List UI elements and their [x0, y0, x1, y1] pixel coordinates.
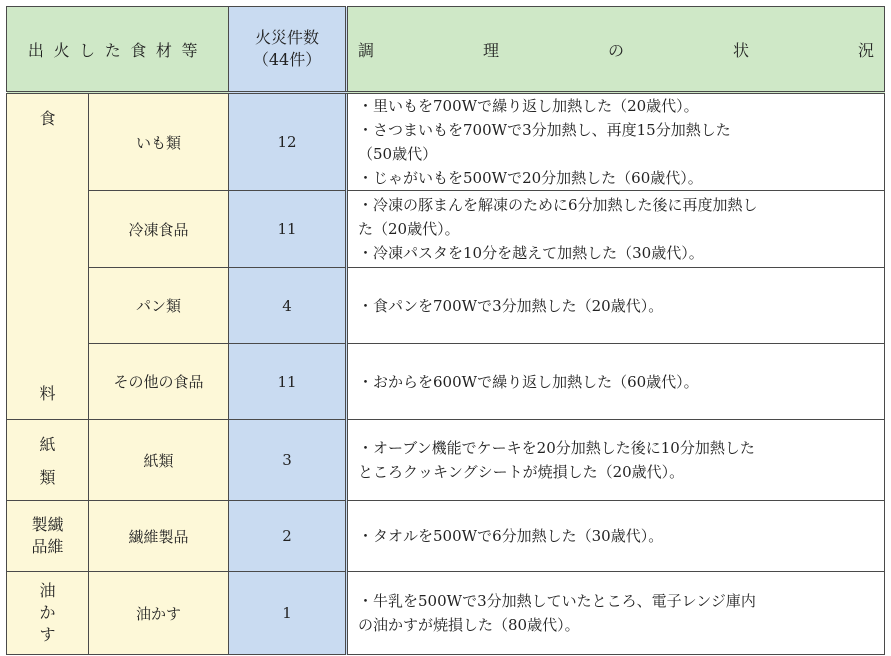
header-count	[229, 7, 347, 93]
table-row	[7, 501, 885, 572]
table-row	[7, 93, 885, 191]
category-char: 紙	[39, 435, 56, 454]
header-desc-char: 調	[358, 40, 375, 60]
desc-cell	[347, 344, 885, 420]
count-cell: 4	[229, 268, 347, 344]
category-char: 油	[39, 581, 56, 600]
desc-line: ・じゃがいもを500Wで20分加熱した（60歳代）。	[358, 169, 703, 187]
header-desc-char: の	[607, 40, 624, 60]
category-char: 類	[39, 468, 56, 487]
desc-line: ・タオルを500Wで6分加熱した（30歳代）。	[358, 527, 664, 545]
desc-line: ・おからを600Wで繰り返し加熱した（60歳代）。	[358, 372, 699, 391]
desc-line: ・冷凍の豚まんを解凍のために6分加熱した後に再度加熱し	[358, 196, 758, 214]
header-desc-char: 理	[483, 40, 500, 60]
desc-cell	[347, 501, 885, 572]
category-char: 製繊	[31, 515, 64, 534]
count-cell: 11	[229, 344, 347, 420]
table-row	[7, 572, 885, 655]
item-cell: いも類	[89, 93, 229, 191]
desc-cell	[347, 93, 885, 191]
desc-line: ・牛乳を500Wで3分加熱していたところ、電子レンジ庫内	[358, 592, 756, 610]
item-cell: パン類	[89, 268, 229, 344]
count-cell: 1	[229, 572, 347, 655]
item-cell: 油かす	[89, 572, 229, 655]
count-cell: 11	[229, 191, 347, 268]
header-desc	[347, 7, 885, 93]
desc-cell	[347, 420, 885, 501]
count-cell: 12	[229, 93, 347, 191]
desc-line: ・里いもを700Wで繰り返し加熱した（20歳代）。	[358, 97, 699, 115]
category-char: す	[39, 625, 56, 644]
category-oil-residue	[7, 572, 89, 655]
header-row	[7, 7, 885, 93]
desc-cell	[347, 191, 885, 268]
table-row	[7, 191, 885, 268]
category-char: 料	[39, 384, 56, 403]
header-desc-char: 状	[732, 40, 749, 60]
table-row	[7, 268, 885, 344]
header-count-label: 火災件数	[255, 28, 320, 47]
item-cell: 冷凍食品	[89, 191, 229, 268]
desc-line: た（20歳代）。	[358, 220, 460, 238]
category-char: か	[39, 603, 56, 622]
category-paper	[7, 420, 89, 501]
fire-cases-table	[6, 6, 885, 655]
item-cell: 紙類	[89, 420, 229, 501]
category-char: 食	[39, 109, 56, 128]
desc-line: の油かすが焼損した（80歳代）。	[358, 616, 580, 634]
header-count-total: （44件）	[252, 50, 322, 69]
desc-cell	[347, 268, 885, 344]
header-desc-char: 況	[857, 40, 874, 60]
desc-cell	[347, 572, 885, 655]
count-cell: 2	[229, 501, 347, 572]
desc-line: ・冷凍パスタを10分を越えて加熱した（30歳代）。	[358, 244, 704, 262]
count-cell: 3	[229, 420, 347, 501]
category-textile	[7, 501, 89, 572]
desc-line: ところクッキングシートが焼損した（20歳代）。	[358, 463, 685, 481]
header-item: 出火した食材等	[7, 7, 229, 93]
desc-line: ・さつまいもを700Wで3分加熱し、再度15分加熱した	[358, 121, 731, 139]
desc-line: ・オーブン機能でケーキを20分加熱した後に10分加熱した	[358, 439, 755, 457]
desc-line: ・食パンを700Wで3分加熱した（20歳代）。	[358, 296, 664, 315]
table-row	[7, 344, 885, 420]
item-cell: 繊維製品	[89, 501, 229, 572]
desc-line: （50歳代）	[358, 145, 438, 163]
table-row	[7, 420, 885, 501]
category-char: 品維	[31, 537, 64, 556]
category-food	[7, 93, 89, 420]
item-cell: その他の食品	[89, 344, 229, 420]
